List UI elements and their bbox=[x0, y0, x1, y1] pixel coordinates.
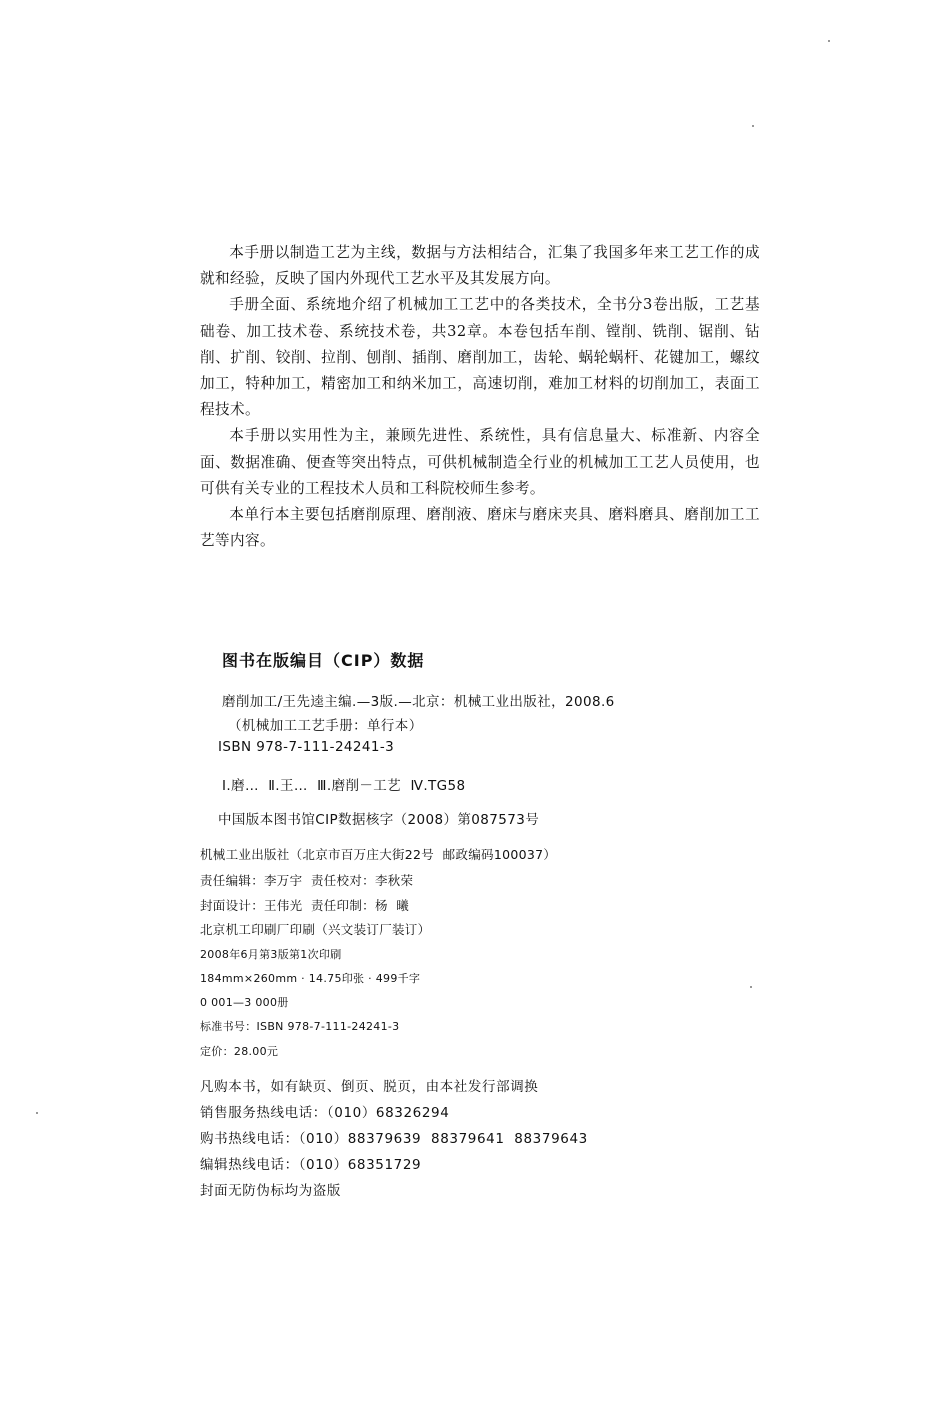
description-paragraph-1: 本手册以制造工艺为主线，数据与方法相结合，汇集了我国多年来工艺工作的成就和经验，反映了国内外现代工艺水平及其发展方向。 bbox=[200, 244, 760, 288]
design-line: 封面设计：王伟光 责任印制：杨 曦 bbox=[200, 898, 410, 913]
anti-counterfeit-notice: 封面无防伪标均为盗版 bbox=[200, 1183, 341, 1199]
standard-number-line: 标准书号：ISBN 978-7-111-24241-3 bbox=[200, 1020, 400, 1033]
edition-line: 2008年6月第3版第1次印刷 bbox=[200, 948, 342, 961]
cip-isbn-line: ISBN 978-7-111-24241-3 bbox=[218, 739, 395, 755]
description-paragraph-3: 本手册以实用性为主，兼顾先进性、系统性，具有信息量大、标准新、内容全面、数据准确、便查等突出特点，可供机械制造全行业的机械加工工艺人员使用，也可供有关专业的工程技术人员和工科院校师生参考。 bbox=[200, 427, 760, 497]
cip-entry-line: 磨削加工/王先逵主编.—3版.—北京：机械工业出版社，2008.6 bbox=[222, 694, 615, 710]
scan-speck bbox=[36, 1112, 38, 1114]
cip-number-line: 中国版本图书馆CIP数据核字（2008）第087573号 bbox=[218, 812, 540, 828]
book-description bbox=[200, 240, 760, 554]
editor-line: 责任编辑：李万宇 责任校对：李秋荣 bbox=[200, 873, 414, 888]
cip-series-line: （机械加工工艺手册：单行本） bbox=[228, 718, 423, 734]
editorial-hotline: 编辑热线电话：（010）68351729 bbox=[200, 1157, 422, 1173]
scan-speck bbox=[828, 40, 830, 42]
publisher-line: 机械工业出版社（北京市百万庄大街22号 邮政编码100037） bbox=[200, 847, 557, 862]
sales-hotline: 销售服务热线电话：（010）68326294 bbox=[200, 1105, 450, 1121]
print-run-line: 0 001—3 000册 bbox=[200, 996, 289, 1009]
purchase-hotline: 购书热线电话：（010）88379639 88379641 88379643 bbox=[200, 1131, 588, 1147]
price-line: 定价：28.00元 bbox=[200, 1045, 279, 1058]
format-line: 184mm×260mm · 14.75印张 · 499千字 bbox=[200, 972, 421, 985]
printer-line: 北京机工印刷厂印刷（兴文装订厂装订） bbox=[200, 922, 431, 937]
description-paragraph-2: 手册全面、系统地介绍了机械加工工艺中的各类技术，全书分3卷出版，工艺基础卷、加工技术卷、系统技术卷，共32章。本卷包括车削、镗削、铣削、锯削、钻削、扩削、铰削、拉削、刨削、插削、磨削加工，齿轮、蜗轮蜗杆、花键加工，螺纹加工，特种加工，精密加工和纳米加工，高速切削，难加工材料的切削加工，表面工程技术。 bbox=[200, 296, 760, 419]
cip-subject-line: Ⅰ.磨… Ⅱ.王… Ⅲ.磨削－工艺 Ⅳ.TG58 bbox=[222, 778, 466, 794]
return-notice: 凡购本书，如有缺页、倒页、脱页，由本社发行部调换 bbox=[200, 1079, 539, 1095]
scan-speck bbox=[750, 986, 752, 988]
cip-title: 图书在版编目（CIP）数据 bbox=[222, 651, 425, 670]
description-paragraph-4: 本单行本主要包括磨削原理、磨削液、磨床与磨床夹具、磨料磨具、磨削加工工艺等内容。 bbox=[200, 506, 760, 550]
scan-speck bbox=[752, 125, 754, 127]
